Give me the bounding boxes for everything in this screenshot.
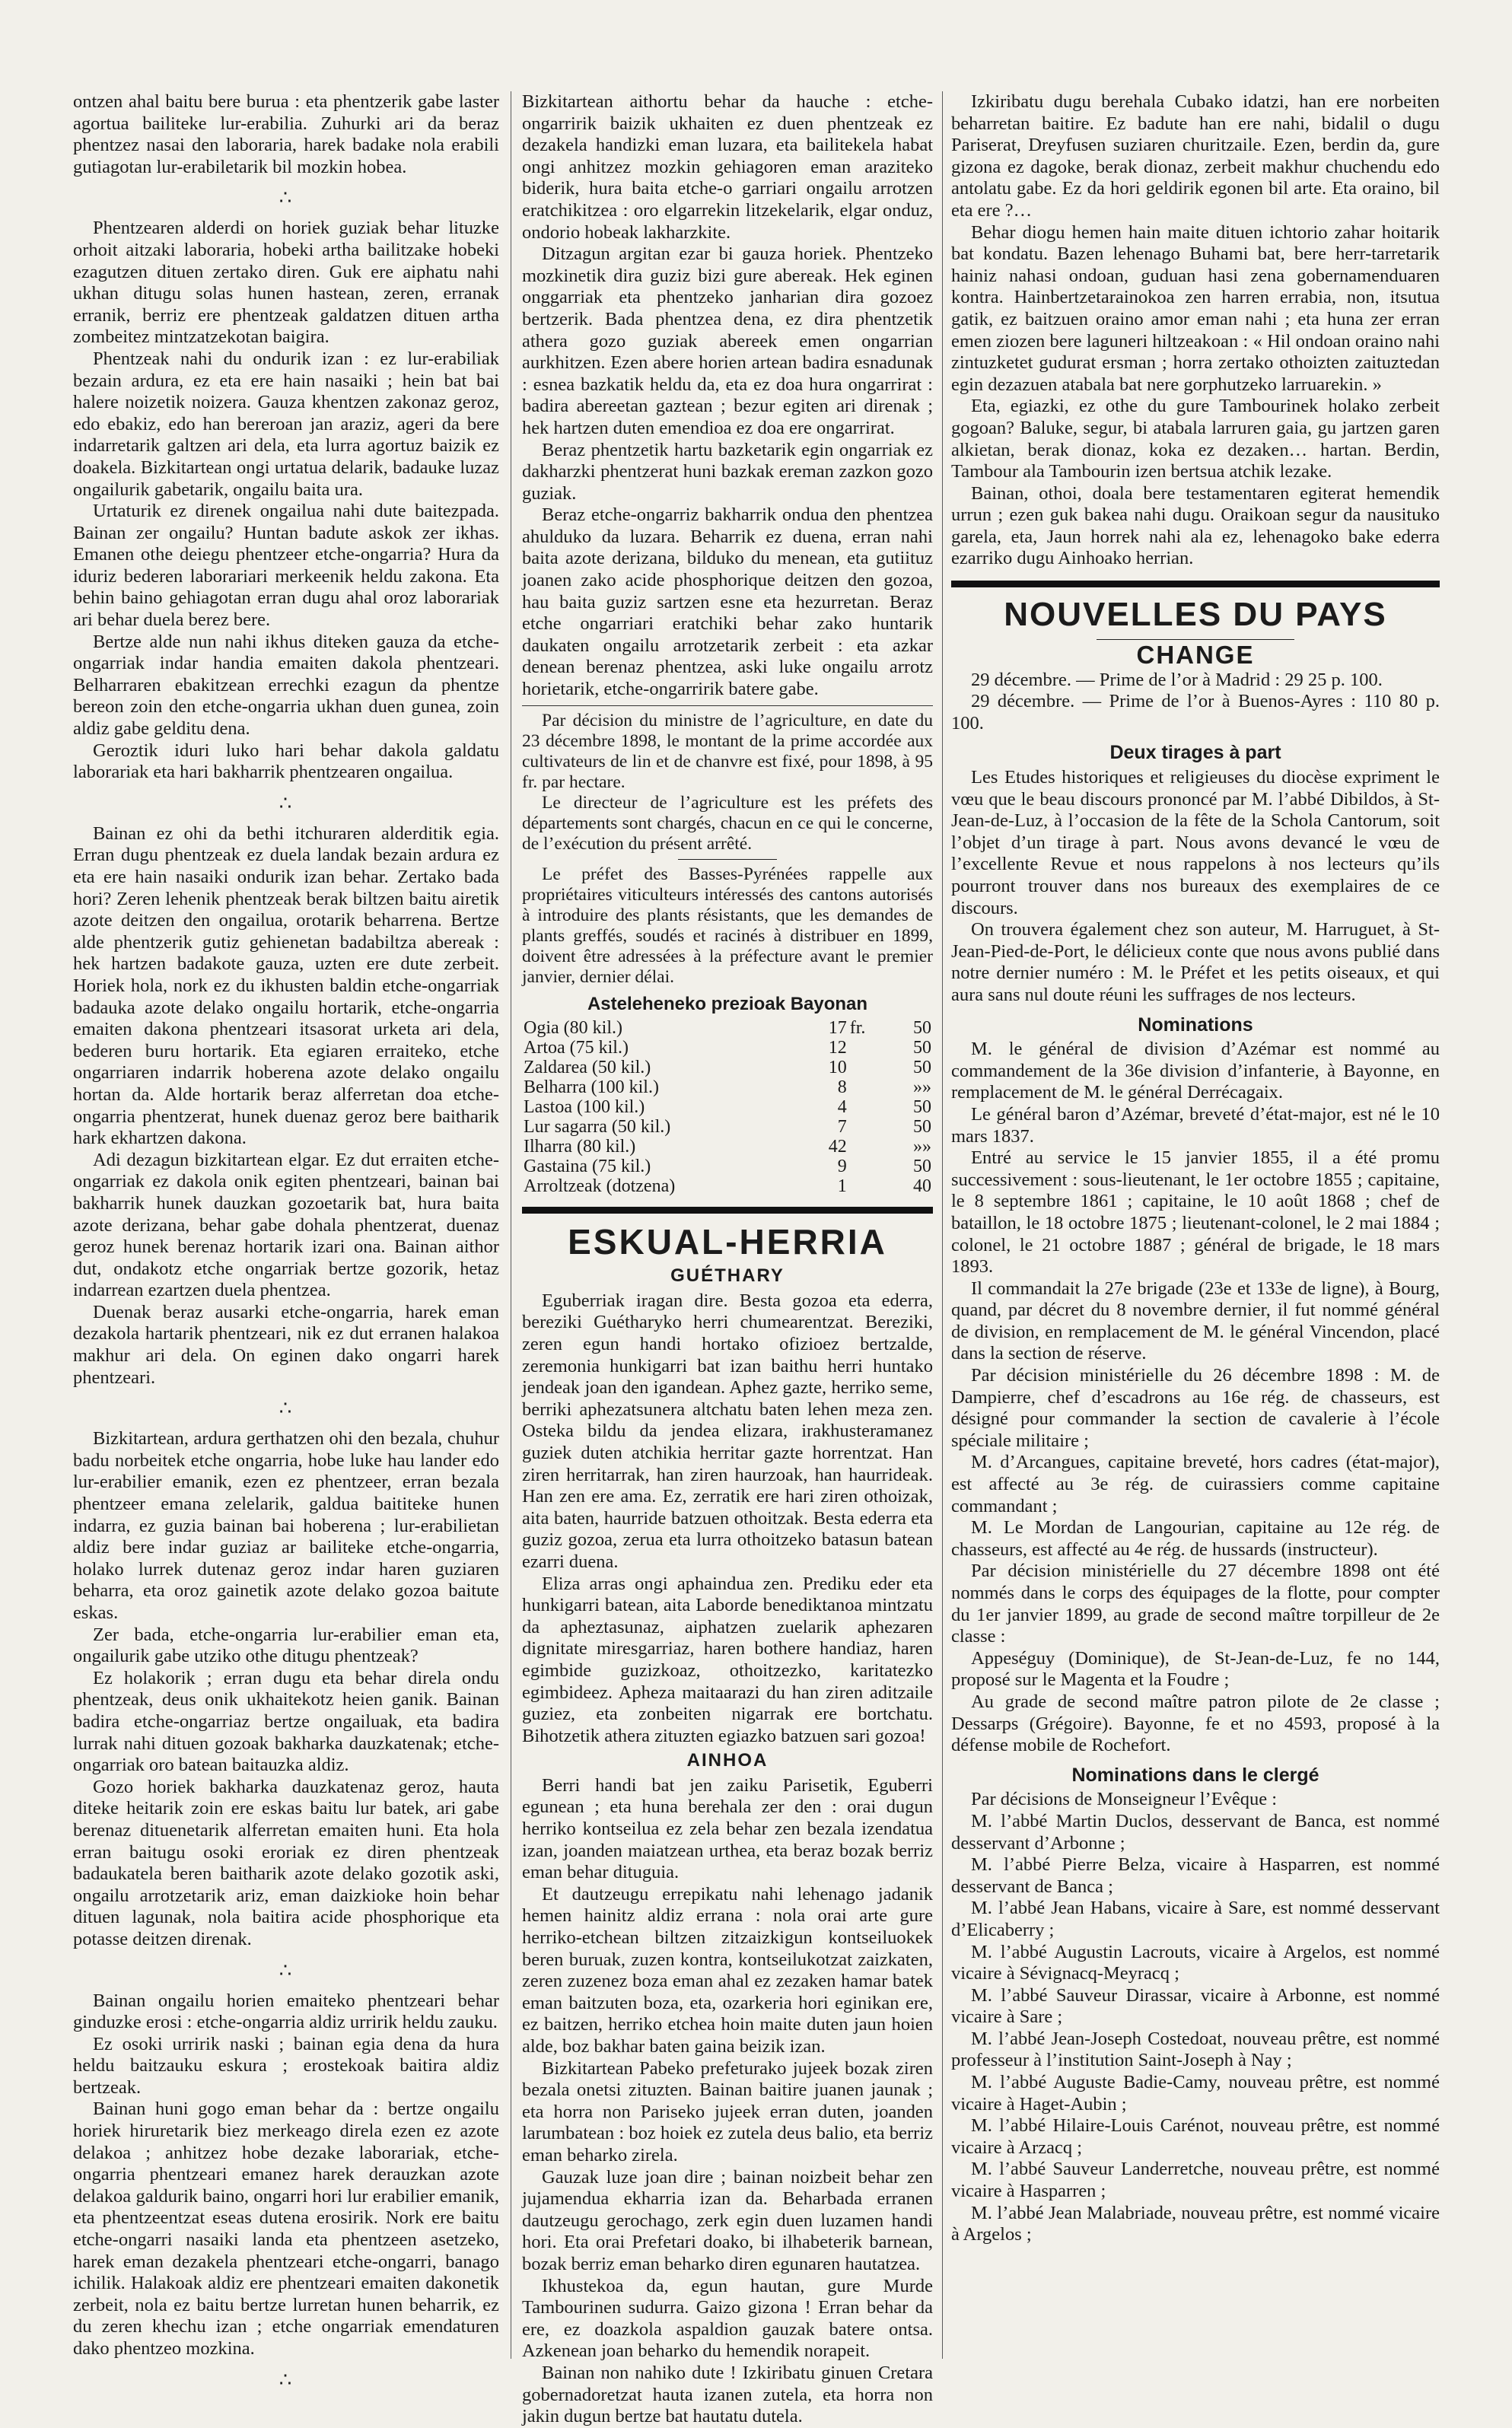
price-row bbox=[522, 1077, 933, 1097]
price-cell-a: 10 bbox=[828, 1058, 847, 1078]
price-row bbox=[522, 1117, 933, 1137]
price-row bbox=[522, 1097, 933, 1117]
paragraph: Entré au service le 15 janvier 1855, il a été promu successivement : sous-lieutenant, le 1er octobre 1855 ; capitaine, le 8 septembre 1861 ; capitaine, le 10 août 1868 ; chef de bataillon, le 18 octobre 1875 ; lieutenant-colonel, le 2 mai 1884 ; colonel, le 21 octobre 1887 ; général de brigade, le 18 mars 1893. bbox=[951, 1147, 1440, 1278]
paragraph: Ikhustekoa da, egun hautan, gure Murde Tambourinen sudurra. Gaizo gizona ! Erran behar da ere, ez doazkola aspaldion gauzak batere ontsa. Azkenean joan beharko du hemendik norapeit. bbox=[522, 2275, 933, 2362]
price-row bbox=[522, 1137, 933, 1157]
nominations-title: Nominations bbox=[1138, 1014, 1253, 1036]
paragraph: ontzen ahal baitu bere burua : eta phentzerik gabe laster agortua bailiteke lur-erabilia. Zuhurki ari da beraz phentzez nasai den laboraria, harek badake nola erabili gutiagotan lur-erabiletarik bil mozkin hobea. bbox=[73, 91, 499, 177]
paragraph: Par décision ministérielle du 26 décembre 1898 : M. de Dampierre, chef d’escadrons au 16e rég. de chasseurs, est désigné pour commander la section de cavalerie à l’école spéciale militaire ; bbox=[951, 1365, 1440, 1451]
column-2 bbox=[522, 91, 933, 2427]
paragraph: Beraz etche-ongarriz bakharrik ondua den phentzea ahulduko da luzara. Beharrik ez duena, erran nahi baita azote derizana, bilduko du menean, eta gutiituz joanen zako acide phosphorique deitzen den gozoa, hau baita guziz sartzen esne eta hezurretan. Beraz etche ongarriari eratchiki behar zako huntarik daukaten ongailu arrotzetarik zerbeit : eta azkar denean berenaz phentzea, aski luke ongailu arrotz horietarik, etche-ongarririk batere gabe. bbox=[522, 504, 933, 700]
title-rule bbox=[1097, 639, 1294, 640]
paragraph: 29 décembre. — Prime de l’or à Madrid : 29 25 p. 100. bbox=[971, 669, 1383, 690]
guethary-title: GUÉTHARY bbox=[670, 1265, 785, 1287]
separator-stars: ∴ bbox=[279, 791, 294, 814]
change-article bbox=[951, 670, 1440, 735]
paragraph: Il commandait la 27e brigade (23e et 133e de ligne), à Bourg, quand, par décret du 8 novembre dernier, il fut nommé général de division, en remplacement de M. le général Vincendon, placé dans la section de réserve. bbox=[951, 1278, 1440, 1364]
price-cell-u bbox=[848, 1097, 883, 1117]
price-cell-u: fr. bbox=[849, 1018, 866, 1039]
paragraph: M. l’abbé Auguste Badie-Camy, nouveau prêtre, est nommé vicaire à Haget-Aubin ; bbox=[951, 2072, 1440, 2115]
price-cell-a: 7 bbox=[837, 1117, 847, 1138]
ainhoa-article bbox=[522, 1775, 933, 2428]
nominations-article bbox=[951, 1039, 1440, 1757]
paragraph: Ditzagun argitan ezar bi gauza horiek. Phentzeko mozkinetik dira guziz bizi gure abereak. Hek eginen onggarriak eta phentzeko janharian dira gozoez bertzerik. Bada phentzea dena, ez dira phentzetik athera gozo guziak abereek emen ongarrian aurkhitzen. Ezen abere horien artean badira esnadunak : esnea bazkatik heldu da, eta ez doa hura ongarrirat : badira abereetan gaztean ; bezur egiten ari direnak ; hek hartzen duten emendioa ez doa ere ongarrirat. bbox=[522, 243, 933, 438]
paragraph: Izkiribatu dugu berehala Cubako idatzi, han ere norbeiten beharretan baitire. Ez badute han ere nahi, bidalil o dugu Pariserat, Dreyfusen suziaren churitzaile. Ezen, berdin da, gure gizona ez dagoke, berak dionaz, zerbeit makhur chuchendu edo antolatu gabe. Ez da hori geldirik egonen bil arte. Eta oraino, bil eta ere ?… bbox=[951, 91, 1440, 221]
price-cell-b: 50 bbox=[913, 1157, 931, 1177]
price-cell-item: Gastaina (75 kil.) bbox=[524, 1157, 651, 1177]
clerge-article bbox=[951, 1789, 1440, 2245]
price-cell-a: 8 bbox=[837, 1077, 847, 1098]
price-cell-u bbox=[848, 1058, 883, 1077]
paragraph: Beraz phentzetik hartu bazketarik egin ongarriak ez dakharzki phentzerat huni bazkak ereman zazkon gozo guziak. bbox=[522, 439, 933, 504]
tirages-article bbox=[951, 767, 1440, 1007]
price-cell-u bbox=[848, 1117, 883, 1137]
separator-stars: ∴ bbox=[279, 1397, 294, 1420]
nouvelles-title: NOUVELLES DU PAYS bbox=[1004, 596, 1387, 634]
divider bbox=[522, 705, 933, 706]
price-row bbox=[522, 1058, 933, 1077]
price-cell-item: Lur sagarra (50 kil.) bbox=[524, 1117, 671, 1138]
paragraph: Bainan ongailu horien emaiteko phentzeari behar ginduzke erosi : etche-ongarria aldiz urririk heldu zauku. bbox=[73, 1990, 499, 2033]
paragraph: Le directeur de l’agriculture est les préfets des départements sont chargés, chacun en ce qui le concerne, de l’exécution du présent arrêté. bbox=[522, 792, 933, 854]
paragraph: Par décision ministérielle du 27 décembre 1898 ont été nommés dans le corps des équipages de la flotte, pour compter du 1er janvier 1899, au grade de second maître torpilleur de 2e classe : bbox=[951, 1561, 1440, 1647]
price-row bbox=[522, 1157, 933, 1176]
price-row bbox=[522, 1018, 933, 1038]
paragraph: M. l’abbé Martin Duclos, desservant de Banca, est nommé desservant d’Arbonne ; bbox=[951, 1810, 1440, 1854]
paragraph: Eliza arras ongi aphaindua zen. Prediku eder eta hunkigarri batean, aita Laborde benediktanoa mintzatu da apheztasunaz, aiphatzen zuelarik aphezaren dignitate miresgarriaz, haren bothere handiaz, haren egimbide guzizkoaz, othoitzezko, karitatezko egimbideez. Apheza maitaarazi du han ziren aditzaile guziez, eta zonbeiten nigarrak ere bortchatu. Bihotzetik athera zituzten egiazko batzuen sari gozoa! bbox=[522, 1573, 933, 1746]
price-cell-a: 1 bbox=[837, 1176, 847, 1197]
column-rule-2 bbox=[942, 91, 943, 2359]
paragraph: Bainan huni gogo eman behar da : bertze ongailu horiek hiruretarik biez merkeago direla ezen ez azote delakoa ; anhitzez hobe dezake laborariak, etche-ongarria phentzeari emanez harek derauzkan azote delakoa galdurik baino, ongarri hori lur erabilier emanik, eta phentzeentzat eseas dutena erosirik. Nork ere baitu etche-ongarri nasaiki landa eta phentzeen asetzeko, harek eman dezakela phentzeari etche-ongarri, banago ichilik. Halakoak aldiz ere phentzeari emaiten dakonetik zerbeit, nola ez baitu bertze lurretan hunen beharrik, ez du zeren khechu izan ; etche ongarriak emendaturen dako phentzeo mozkina. bbox=[73, 2099, 499, 2359]
price-cell-u bbox=[848, 1157, 883, 1176]
price-cell-a: 4 bbox=[837, 1097, 847, 1118]
paragraph: M. l’abbé Augustin Lacrouts, vicaire à Argelos, est nommé vicaire à Sévignacq-Meyracq ; bbox=[951, 1941, 1440, 1984]
paragraph: Duenak beraz ausarki etche-ongarria, harek eman dezakola hartarik phentzeari, nik ez dut erranen halakoa makhur ari dela. On eginen dako ongarri harek phentzeari. bbox=[73, 1301, 499, 1388]
column-3 bbox=[951, 91, 1440, 2355]
paragraph: Bertze alde nun nahi ikhus diteken gauza da etche-ongarriak indar handia emaiten dakola phentzeari. Belharraren ebakitzean errechki ezagun da phentze bereon zoin den etche-ongarria ukhan duen gunea, zoin aldiz gabe gelditu dena. bbox=[73, 631, 499, 740]
paragraph: Bainan, othoi, doala bere testamentaren egiterat hemendik urrun ; ezen guk bakea nahi dugu. Oraikoan segur da nausituko garela, eta, Jaun horrek nahi ala ez, lehenagoko bake ederra ezarriko dugu Ainhoako herrian. bbox=[951, 482, 1440, 569]
paragraph: Gauzak luze joan dire ; bainan noizbeit behar zen jujamendua ekharria izan da. Beharbada erranen dautzeugu gerochago, zerk egin duen luzamen handi hori. Eta orai Prefetari doako, bi ilhabeterik barnean, bozak berriz eman beharko diren egunaren hautatzea. bbox=[522, 2166, 933, 2274]
price-cell-b: 40 bbox=[913, 1176, 931, 1197]
price-cell-b: 50 bbox=[913, 1097, 931, 1118]
paragraph: M. l’abbé Sauveur Landerretche, nouveau prêtre, est nommé vicaire à Hasparren ; bbox=[951, 2159, 1440, 2202]
change-title: CHANGE bbox=[1136, 641, 1255, 670]
price-cell-item: Belharra (100 kil.) bbox=[524, 1077, 659, 1098]
paragraph: Par décision du ministre de l’agriculture, en date du 23 décembre 1898, le montant de la prime accordée aux cultivateurs de lin et de chanvre est fixé, pour 1898, à 95 fr. par hectare. bbox=[522, 710, 933, 792]
paragraph: 29 décembre. — Prime de l’or à Buenos-Ayres : 110 80 p. 100. bbox=[951, 691, 1440, 733]
paragraph: M. l’abbé Sauveur Dirassar, vicaire à Arbonne, est nommé vicaire à Sare ; bbox=[951, 1984, 1440, 2028]
paragraph: Zer bada, etche-ongarria lur-erabilier eman eta, ongailurik gabe utziko othe ditugu phentzeak? bbox=[73, 1624, 499, 1667]
price-cell-item: Ogia (80 kil.) bbox=[524, 1018, 622, 1039]
price-cell-item: Artoa (75 kil.) bbox=[524, 1038, 629, 1058]
price-cell-item: Zaldarea (50 kil.) bbox=[524, 1058, 651, 1078]
paragraph: On trouvera également chez son auteur, M. Harruguet, à St-Jean-Pied-de-Port, le délicieux conte que nous avons publié dans notre dernier numéro : M. le Préfet et les petits oiseaux, et qui aura sans nul doute réuni les suffrages de nos lecteurs. bbox=[951, 919, 1440, 1005]
price-cell-b: »» bbox=[913, 1137, 931, 1157]
paragraph: M. l’abbé Pierre Belza, vicaire à Hasparren, est nommé desservant de Banca ; bbox=[951, 1854, 1440, 1897]
separator-stars: ∴ bbox=[279, 2368, 294, 2391]
paragraph: Urtaturik ez direnek ongailua nahi dute baitezpada. Bainan zer ongailu? Huntan badute askok zer ikhas. Emanen othe deiegu phentzeer etche-ongarria? Hura da iduriz bederen laborariari merkeenik heldu zakona. Eta behin baino gehiagotan erran dugu ahal oroz laborariak ari behar duela berez bere. bbox=[73, 501, 499, 631]
divider bbox=[678, 859, 777, 860]
price-cell-u bbox=[848, 1038, 883, 1058]
price-cell-u bbox=[848, 1137, 883, 1157]
paragraph: Les Etudes historiques et religieuses du diocèse expriment le vœu que le beau discours prononcé par M. l’abbé Dibildos, à St-Jean-de-Luz, à l’occasion de la fête de la Schola Cantorum, soit l’objet d’un tirage à part. Nous avons devancé le vœu de l’excellente Revue et nous rappelons à nos lecteurs qu’ils pourront trouver dans nos bureaux des exemplaires de ce discours. bbox=[951, 767, 1440, 918]
paragraph: Berri handi bat jen zaiku Parisetik, Eguberri egunean ; eta huna berehala zer den : orai dugun herriko kontseilua ez zela behar zen bezala izendatua izan, joanden maiatzean urthea, eta beraz bozak berriz eman behar dituguia. bbox=[522, 1774, 933, 1883]
paragraph: M. l’abbé Hilaire-Louis Carénot, nouveau prêtre, est nommé vicaire à Arzacq ; bbox=[951, 2115, 1440, 2158]
price-row bbox=[522, 1176, 933, 1196]
clerge-title: Nominations dans le clergé bbox=[1071, 1764, 1319, 1786]
price-cell-item: Ilharra (80 kil.) bbox=[524, 1137, 636, 1157]
paragraph: Le général baron d’Azémar, breveté d’état-major, est né le 10 mars 1837. bbox=[951, 1103, 1440, 1147]
paragraph: Au grade de second maître patron pilote de 2e classe ; Dessarps (Grégoire). Bayonne, fe et no 4593, proposé à la défense mobile de Rochefort. bbox=[951, 1691, 1440, 1756]
price-table bbox=[522, 1018, 933, 1196]
paragraph: Eta, egiazki, ez othe du gure Tambourinek holako zerbeit gogoan? Baluke, segur, bi atabala larruren gaia, gu jartzen garen alkietan, berak dionaz, koka ez dezaken… hartan. Berdin, Tambour ala Tambourin izen bertsua atchik lezake. bbox=[951, 396, 1440, 482]
price-cell-b: 50 bbox=[913, 1038, 931, 1058]
paragraph: M. d’Arcangues, capitaine breveté, hors cadres (état-major), est affecté au 3e rég. de cuirassiers comme capitaine commandant ; bbox=[951, 1452, 1440, 1516]
price-cell-u bbox=[848, 1077, 883, 1097]
tirages-title: Deux tirages à part bbox=[1109, 742, 1281, 764]
price-cell-a: 12 bbox=[828, 1038, 847, 1058]
paragraph: Bizkitartean aithortu behar da hauche : etche-ongarririk baizik ukhaiten ez duen phentzeak ez dezakela handizki eman luzara, eta bailitekela habat ongi anhitzez mozkin gehiagoren eman araziteko biderik, hura baita etche-o garriari ongailu arrotzen eratchikitzea : oro elgarrekin litzekelarik, elgar onduz, ondorio hobeak lakharzkite. bbox=[522, 91, 933, 243]
paragraph: Behar diogu hemen hain maite dituen ichtorio zahar hoitarik bat kondatu. Bazen lehenago Buhami bat, bere herr-tarretarik hainiz nahasi ondoan, guduan hasi zena gobernamenduaren kontra. Hainbertzetarainokoa zen harren errabia, non, itsutua gatik, ez baitzuen oraino amor eman nahi ; eta huna zer erran emen ziozen bere laguneri hiltzeakoan : « Hil ondoan oraino nahi zintuzketet gudurat ersman ; horra zertako othoizten zaituztedan egin dezazuen atabala bat nere gorphutzeko larruarekin. » bbox=[951, 221, 1440, 395]
ainhoa-title: AINHOA bbox=[686, 1750, 769, 1771]
separator-stars: ∴ bbox=[279, 186, 294, 209]
price-cell-b: 50 bbox=[913, 1018, 931, 1039]
ainhoa-continued bbox=[951, 91, 1440, 570]
paragraph: Eguberriak iragan dire. Besta gozoa eta ederra, bereziki Guétharyko herri chumearentzat. Bereziki, zeren egun handi hortako ofizioez bertzalde, zeremonia hunkigarri bat izan baithu herri huntako jendeak joan den igandean. Aphez gazte, herriko seme, berriki aphezatsunera altchatu baten lehen meza zen. Osteka bildu da jendea elizara, irakhusteramanez guziek duten atchikia herritar gazte horrentzat. Han ziren herritarrak, han ziren haurzoak, han haurrideak. Han zen ere ama. Ez, zerratik ere hari ziren othoizak, aita baten, haurride batzuen othoitzak. Besta ederra eta guziz gozoa, zerua eta lurra othoitzeko batasun batean ezarri duena. bbox=[522, 1290, 933, 1572]
price-cell-a: 9 bbox=[837, 1157, 847, 1177]
paragraph: Le préfet des Basses-Pyrénées rappelle aux propriétaires viticulteurs intéressés des cantons autorisés à introduire des plants résistants, que les demandes de plants greffés, soudés et racinés à distribuer en 1899, doivent être adressées à la préfecture avant le premier janvier, dernier délai. bbox=[522, 864, 933, 987]
separator-stars: ∴ bbox=[279, 1959, 294, 1981]
price-cell-item: Lastoa (100 kil.) bbox=[524, 1097, 645, 1118]
paragraph: Phentzeak nahi du ondurik izan : ez lur-erabiliak bezain ardura, ez eta ere hain nasaiki ; hein bat bai halere noizetik noizera. Gauza khentzen zakonaz geroz, edo ebakiz, edo han bereroan jan araziz, ageri da bere indarretarik galtzen ari dela, eta lurra agortuz baizik ez doakela. Bizkitartean ongi urtatua delarik, badauke luzaz ongailurik gabetarik, ongailu baita ura. bbox=[73, 348, 499, 500]
price-cell-u bbox=[848, 1176, 883, 1196]
price-cell-a: 42 bbox=[828, 1137, 847, 1157]
eskual-herria-title: ESKUAL-HERRIA bbox=[568, 1222, 887, 1262]
price-cell-a: 17 bbox=[828, 1018, 847, 1039]
paragraph: Bainan non nahiko dute ! Izkiribatu ginuen Cretara gobernadoretzat hauta izanen zutela, eta horra non jakin dugun bertze bat hautatu dutela. bbox=[522, 2362, 933, 2427]
paragraph: M. le général de division d’Azémar est nommé au commandement de la 36e division d’infanterie, à Bayonne, en remplacement de M. le général Derrécagaix. bbox=[951, 1039, 1440, 1103]
price-table-title: Asteleheneko prezioak Bayonan bbox=[587, 993, 868, 1014]
paragraph: Bizkitartean Pabeko prefeturako jujeek bozak ziren bezala onetsi zituzten. Bainan baitire juanen jaunak ; eta horra non Pariseko jujeek erran duten, joanden larumbatean : boz hoiek ez zutela deus balio, eta berriz eman beharko zirela. bbox=[522, 2057, 933, 2165]
paragraph: Bizkitartean, ardura gerthatzen ohi den bezala, chuhur badu norbeitek etche ongarria, hobe luke hau lander edo lur-erabilier emanik, ezen ez phentzeer, erran bezala phentzeer emana zelelarik, galdua baititeke hunen indarra, ez guzia bainan bai hoberena ; lur-erabilietan aldiz bere indar guziaz ar bailiteke etche-ongarria, holako lurrek dutenaz geroz indar haren guziaren beharra, eta oroz gainetik azote delako gozoa baitute eskas. bbox=[73, 1428, 499, 1623]
paragraph: M. l’abbé Jean Habans, vicaire à Sare, est nommé desservant d’Elicaberry ; bbox=[951, 1898, 1440, 1940]
paragraph: Appeséguy (Dominique), de St-Jean-de-Luz, fe no 144, proposé sur le Magenta et la Foudre ; bbox=[951, 1647, 1440, 1691]
column-1 bbox=[73, 91, 499, 2391]
price-row bbox=[522, 1038, 933, 1058]
paragraph: Et dautzeugu errepikatu nahi lehenago jadanik hemen hainitz aldiz errana : nola orai arte gure herriko-etchean biltzen zitzaizkigun kontseiluokek beren buruak, zuzen kontra, kontseilukotzat zaizkaten, zeren zuzenez boza eman ahal ez zezaken hamar batek eman baitzuten boza, eta, ozarkeria hori eginikan ere, ez baitzen, herriko etchea hoin maite duten jaun hoien alde, boz bakhar baten gaina beizik izan. bbox=[522, 1883, 933, 2057]
price-cell-b: »» bbox=[913, 1077, 931, 1098]
paragraph: Bainan ez ohi da bethi itchuraren alderditik egia. Erran dugu phentzeak ez duela landak bezain ardura ez eta ere hain nasaiki ondurik izan behar. Zertako bada hori? Zeren lehenik phentzeak berak biltzen baitu airetik azote deitzen den ongailua, orotarik beharrena. Bertze alde phentzerik gutiz gehienetan badabiltza abereak : hek hartzen badakote gauza, uzten ere dute zerbeit. Horiek hola, nork ez du ikhusten baldin etche-ongarriak badauka azote delako ongailu hortarik, etche-ongarria emaiten dakona phentzeari itsasorat urketa ari dela, bederen buru hortarik. Eta egiaren erraiteko, etche ongarriaren indarrik hoberena azote delako ongailu hortan da. Alde hortarik beraz alferretan doa etche-ongarria phentzerat, hunek duenaz geroz bere baitharik hark ekhartzen dakona. bbox=[73, 823, 499, 1149]
paragraph: M. l’abbé Jean-Joseph Costedoat, nouveau prêtre, est nommé professeur à l’institution Saint-Joseph à Nay ; bbox=[951, 2028, 1440, 2071]
paragraph: M. Le Mordan de Langourian, capitaine au 12e rég. de chasseurs, est affecté au 4e rég. de hussards (instructeur). bbox=[951, 1517, 1440, 1560]
paragraph: M. l’abbé Jean Malabriade, nouveau prêtre, est nommé vicaire à Argelos ; bbox=[951, 2202, 1440, 2245]
price-cell-b: 50 bbox=[913, 1058, 931, 1078]
section-rule bbox=[522, 1207, 933, 1214]
guethary-article bbox=[522, 1290, 933, 1747]
agriculture-articles bbox=[522, 91, 933, 988]
price-cell-b: 50 bbox=[913, 1117, 931, 1138]
section-rule bbox=[951, 581, 1440, 587]
price-cell-item: Arroltzeak (dotzena) bbox=[524, 1176, 676, 1197]
paragraph: Geroztik iduri luko hari behar dakola galdatu laborariak eta hari bakharrik phentzearen ongailua. bbox=[73, 740, 499, 783]
paragraph: Adi dezagun bizkitartean elgar. Ez dut erraiten etche-ongarriak ez dakola onik egiten phentzeari, bainan bai bakharrik hunek dauzkan gozoetarik bat, hura baita azote derizana, behar gabe dohala phentzerat, duenaz geroz hunek berenaz hortarik izari ona. Bainan aithor dut, ondakotz etche ongarriak bertze gozorik, hetaz indarrean ezartzen duela phentzea. bbox=[73, 1149, 499, 1301]
paragraph: Ez holakorik ; erran dugu eta behar direla ondu phentzeak, deus onik ukhaitekotz heien ganik. Bainan badira etche-ongarriaz bertze ongailuak, eta badira lurrak nahi dituen gozoak bakharka dauzkatenak; etche-ongarriak oro batean baitauzka aldiz. bbox=[73, 1667, 499, 1776]
paragraph: Phentzearen alderdi on horiek guziak behar lituzke orhoit aitzaki laboraria, hobeki artha bailitzake hobeki ezagutzen dituen zertako diren. Guk ere aiphatu nahi ukhan ditugu solas hunen hastean, zeren, erranak erranik, berriz ere phentzeak galdatzen dituen artha zombeitez mintzatzekotan baigira. bbox=[73, 218, 499, 348]
paragraph: Gozo horiek bakharka dauzkatenaz geroz, hauta diteke heitarik zoin ere eskas baitu lur batek, ari gabe berenaz dituenetarik alferretan emaiten huni. Eta hola erran baitugu osoki eroriak ez diren phentzeak badaukatela beren baitharik azote delako gozotik aski, ongailu arrotzetarik ariz, eman daizkioke hoin behar dituen lagunak, nola baitira acide phosphorique eta potasse deitzen direnak. bbox=[73, 1776, 499, 1949]
paragraph: Par décisions de Monseigneur l’Evêque : bbox=[971, 1789, 1278, 1810]
paragraph: Ez osoki urririk naski ; bainan egia dena da hura heldu baitzauku eskura ; erostekoak baitira aldiz bertzeak. bbox=[73, 2033, 499, 2098]
